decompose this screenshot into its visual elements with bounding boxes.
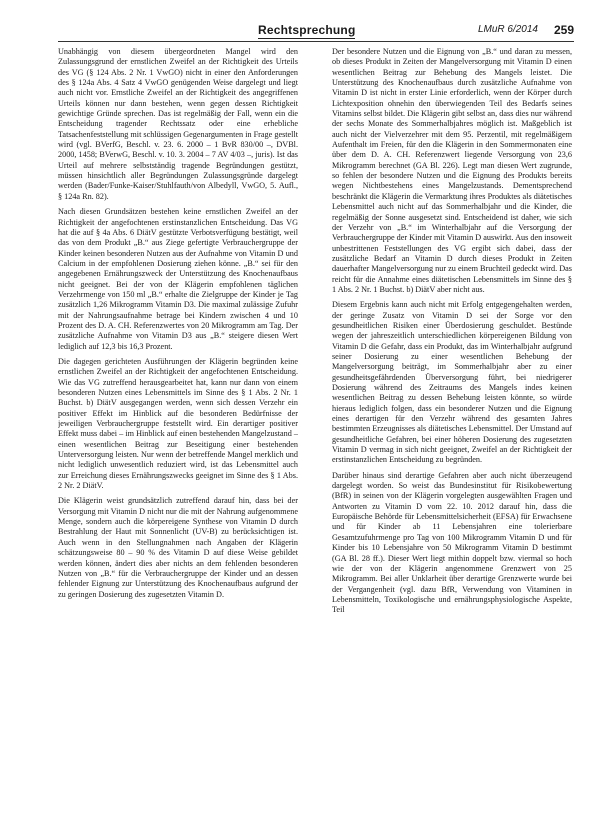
paragraph: Die dagegen gerichteten Ausführungen der Klägerin begründen keine ernstlichen Zweifel an der Richtigkeit der angefochtenen Entscheidung. Wie das VG zutreffend herausgearbeitet hat, kann nur dann von einem besonderen Nutzen eines Lebensmittels im Sinne des § 1 Abs. 2 Nr. 1 Buchst. b) DiätV ausgegangen werden, wenn sich dessen Verzehr ein positiver Effekt im Hinblick auf die besonderen Bedürfnisse der jeweiligen Verbrauchergruppe feststellt wird. Ein derartiger positiver Effekt muss dabei – im Hinblick auf einen bestehenden Mangelzustand – einen wesentlichen Beitrag zur Beseitigung einer bestehenden Unterversorgung leisten. Nur wenn der betreffende Mangel merklich und nicht lediglich unwesentlich reduziert wird, ist das Lebensmittel auch zur Erreichung dieses Ernährungszwecks geeignet im Sinne des § 1 Abs. 2 Nr. 2 DiätV. — [58, 356, 298, 491]
page-number: 259 — [553, 23, 574, 37]
paragraph: Nach diesen Grundsätzen bestehen keine ernstlichen Zweifel an der Richtigkeit der angefochtenen erstinstanzlichen Entscheidung. Das VG hat die auf § 4a Abs. 6 DiätV gestützte Verbotsverfügung bestätigt, weil das von dem Produkt „B.“ aus Ziege gefertigte Verbrauchergruppe der Kinder keinen besonderen Nutzen aus der Aufnahme von Vitamin D und Calcium in der empfohlenen Dosierung ziehen könne. „B.“ sei für den angegebenen Ernährungszweck der Unterstützung des Knochenaufbaus nicht geeignet. Bei der von der Klägerin empfohlenen täglichen Verzehrmenge von 150 ml „B.“ erhalte die Zielgruppe der Kinder je Tag zusätzlich 1,26 Mikrogramm Vitamin D3. Die maximal zulässige Zufuhr mit der Nahrungsaufnahme betrage bei Kindern zwischen 4 und 10 Prozent des D. A. CH. Referenzwertes von 20 Mikrogramm am Tag. Der zusätzliche Aufnahme von Vitamin D3 aus „B.“ steigere diesen Wert lediglich auf 12,3 bis 16,3 Prozent. — [58, 207, 298, 351]
section-title: Rechtsprechung — [258, 23, 356, 37]
paragraph: Unabhängig von diesem übergeordneten Mangel wird den Zulassungsgrund der ernstlichen Zweifel an der Richtigkeit des Urteils des VG (§ 124 Abs. 2 Nr. 1 VwGO) nicht in einer den Anforderungen des § 124a Abs. 4 Satz 4 VwGO genügenden Weise dargelegt und liegt auch nicht vor. Ernstliche Zweifel an der Richtigkeit des angegriffenen Urteils können nur dann bestehen, wenn gegen dessen Richtigkeit gewichtige Gründe sprechen. Das ist regelmäßig der Fall, wenn ein die Entscheidung tragender Rechtssatz oder eine erhebliche Tatsachenfeststellung mit schlüssigen Gegenargumenten in Frage gestellt wird (vgl. BVerfG, Beschl. v. 23. 6. 2000 – 1 BvR 830/00 –, DVBl. 2000, 1458; BVerwG, Beschl. v. 10. 3. 2004 – 7 AV 4/03 –, juris). Ist das Urteil auf mehrere selbstständig tragende Begründungen gestützt, müssen hinsichtlich aller Begründungen Zulassungsgründe dargelegt werden (Bader/Funke-Kaiser/Stuhlfauth/von Albedyll, VwGO, 5. Aufl., § 124a Rn. 82). — [58, 47, 298, 201]
running-header — [58, 23, 574, 41]
paragraph: Der besondere Nutzen und die Eignung von „B.“ und daran zu messen, ob dieses Produkt in Zeiten der Mangelversorgung mit Vitamin D einen wesentlichen Beitrag zur Behebung des Mangels leistet. Die Unterstützung des Knochenaufbaus durch zusätzliche Aufnahme von Vitamin D ist nicht in erster Linie erforderlich, wenn der Körper durch Lichtexposition ohnehin den überwiegenden Teil des Bedarfs seines Vitamins selbst bildet. Die Klägerin gibt selbst an, dass dies nur während der sechs Monate des Sommerhalbjahres möglich ist. Maßgeblich ist auch nicht der Vielverzehrer mit dem 95. Perzentil, mit regelmäßigem Aufenthalt im Freien, für den die Klägerin in den Sommermonaten eine über dem D. A. CH. Referenzwert liegende Versorgung von 23,6 Mikrogramm berechnet (GA Bl. 226). Legt man diesen Wert zugrunde, so fehlen der besondere Nutzen und die Eignung des Produkts bereits wegen Nichtbestehens eines Mangelzustands. Dementsprechend beschränkt die Klägerin die Vermarktung ihres Produktes als diätetisches Lebensmittel auch nicht auf das Sommerhalbjahr und die Kinder, die regelmäßig der Sonne ausgesetzt sind. Entscheidend ist daher, wie sich der Verzehr von „B.“ im Winterhalbjahr auf die Versorgung der Verbrauchergruppe der Kinder mit Vitamin D auswirkt. Aus den insoweit unbestrittenen Feststellungen des VG ergibt sich dabei, dass der zusätzliche Bedarf an Vitamin D durch dieses Produkt in Zeiten dauerhafter Mangelversorgung nur zu einem Bruchteil gedeckt wird. Das reicht für die Annahme eines diätetischen Lebensmittels im Sinne des § 1 Abs. 2 Nr. 1 Buchst. b) DiätV aber nicht aus. — [332, 47, 572, 294]
journal-issue: LMuR 6/2014 — [477, 24, 538, 35]
paragraph: Die Klägerin weist grundsätzlich zutreffend darauf hin, dass bei der Versorgung mit Vitamin D nicht nur die mit der Nahrung aufgenommene Menge, sondern auch die körpereigene Synthese von Vitamin D durch Bestrahlung der Haut mit Sonnenlicht (UV-B) zu berücksichtigen ist. Auch wenn in den Stellungnahmen nach Angaben der Klägerin schätzungsweise 80 – 90 % des Vitamin D auf diese Weise gebildet werden können, ändert dies aber nichts an dem fehlenden besonderen Nutzen von „B.“ für die Verbrauchergruppe der Kinder und an dessen fehlender Eignung zur Unterstützung des Knochenaufbaus aufgrund der zu geringen Dosierung des zugesetzten Vitamin D. — [58, 496, 298, 599]
paragraph: Darüber hinaus sind derartige Gefahren aber auch nicht überzeugend dargelegt worden. So weist das Bundesinstitut für Risikobewertung (BfR) in seinen von der Klägerin vorgelegten ausgewählten Fragen und Antworten zu Vitamin D vom 22. 10. 2012 darauf hin, dass die Europäische Behörde für Lebensmittelsicherheit (EFSA) für Erwachsene und für Kinder ab 11 Lebensjahren eine tolerierbare Gesamtzufuhrmenge pro Tag von 100 Mikrogramm Vitamin D und für Kinder bis 10 Lebensjahre von 50 Mikrogramm Vitamin D bestimmt (GA Bl. 28 ff.). Dieser Wert liegt mithin doppelt bzw. viermal so hoch wie der von der Klägerin angenommene Grenzwert von 25 Mikrogramm. Bei aller Unklarheit über derartige Grenzwerte wurde bei der Vergangenheit (vgl. dazu BfR, Verwendung von Vitaminen in Lebensmitteln, Toxikologische und ernährungsphysiologische Aspekte, Teil — [332, 470, 572, 615]
left-column — [58, 47, 298, 817]
header-rule — [58, 41, 574, 42]
paragraph: Diesem Ergebnis kann auch nicht mit Erfolg entgegengehalten werden, der geringe Zusatz von Vitamin D sei der Sorge vor den gesundheitlichen Risiken einer Überdosierung geschuldet. Bestünde wegen der jahreszeitlich unterschiedlichen körpereigenen Bildung von Vitamin D die Gefahr, dass ein Produkt, das im Winterhalbjahr aufgrund seiner Dosierung zu einer wesentlichen Behebung der Mangelversorgung beiträgt, im Sommerhalbjahr aber zu einer gesundheitsgefährdenden Überversorgung führt, bei niedrigerer Dosierung während des Zeitraums des Mangels indes keinen wesentlichen Beitrag zu dessen Behebung leisten könnte, so würde hieraus lediglich folgen, dass ein besonderer Nutzen und die Eignung eines derartigen für den Verzehr während des gesamten Jahres bestimmten Erzeugnisses als diätetisches Lebensmittel. Der Umstand auf gesundheitliche Gefahren, bei einer höheren Dosierung des zugesetzten Vitamin D vermag in sich nicht geeignet, Zweifel an der Richtigkeit der erstinstanzlichen Entscheidung zu begründen. — [332, 300, 572, 465]
right-column — [332, 47, 572, 817]
